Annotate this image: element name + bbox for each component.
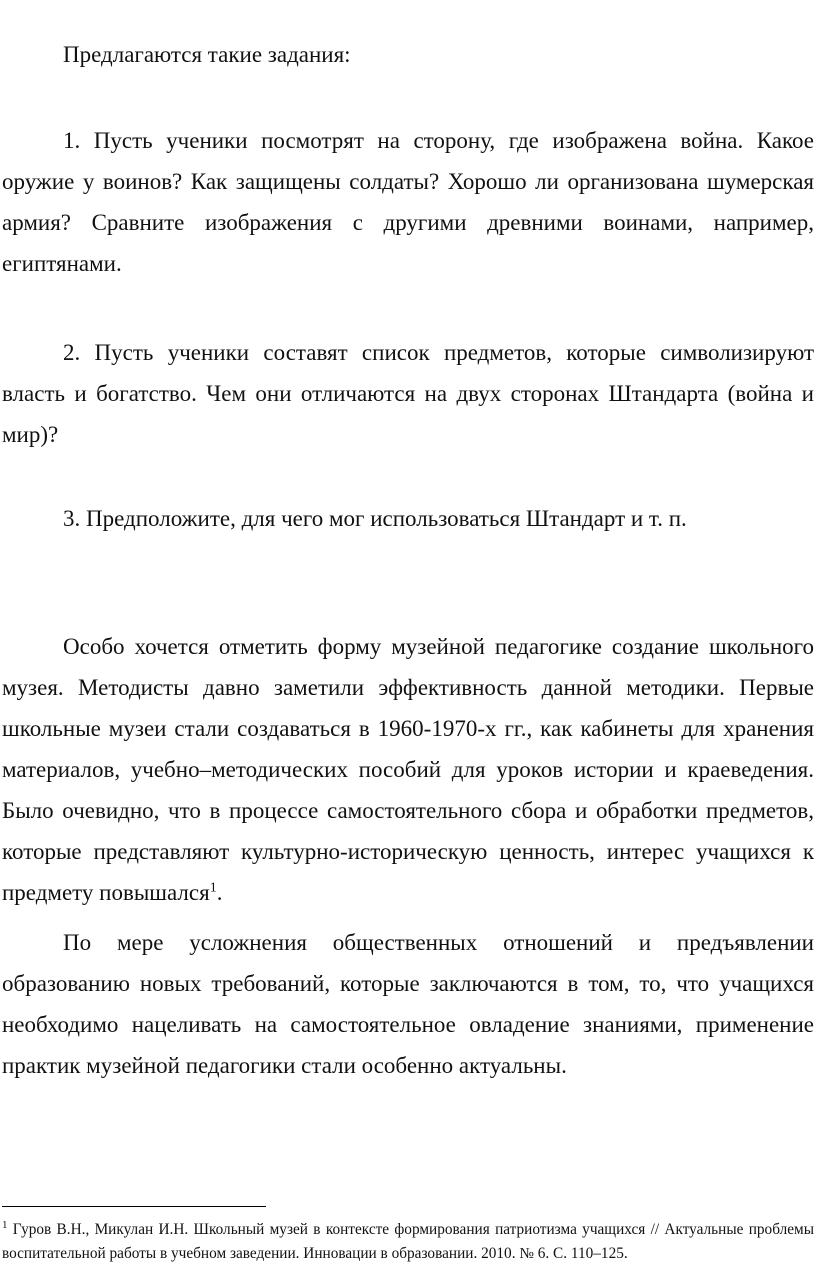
task-3: 3. Предположите, для чего мог использоваться Штандарт и т. п. <box>63 506 687 531</box>
paragraph-school-museum <box>2 626 814 913</box>
intro-line: Предлагаются такие задания: <box>63 42 351 67</box>
paragraph-requirements: По мере усложнения общественных отношений и предъявлении образованию новых требований, которые заключаются в том, то, что учащихся необходимо нацеливать на самостоятельное овладение знаниями, применение практик музейной педагогики стали особенно актуальны. <box>2 930 814 1078</box>
task-2: 2. Пусть ученики составят список предметов, которые символизируют власть и богатство. Чем они отличаются на двух сторонах Штандарта (война и мир)? <box>2 340 814 447</box>
paragraph-school-museum-text: Особо хочется отметить форму музейной педагогике создание школьного музея. Методисты давно заметили эффективность данной методики. Первые школьные музеи стали создаваться в 1960-1970-х гг., как кабинеты для хранения материалов, учебно–методических пособий для уроков истории и краеведения. Было очевидно, что в процессе самостоятельного сбора и обработки предметов, которые представляют культурно-историческую ценность, интерес учащихся к предмету повышался <box>2 634 814 905</box>
task-1: 1. Пусть ученики посмотрят на сторону, где изображена война. Какое оружие у воинов? Как защищены солдаты? Хорошо ли организована шумерская армия? Сравните изображения с другими древними воинами, например, египтянами. <box>2 128 814 276</box>
paragraph-school-museum-end: . <box>216 880 223 905</box>
footnote-text: Гуров В.Н., Микулан И.Н. Школьный музей в контексте формирования патриотизма учащихся // Актуальные проблемы воспитательной работы в учебном заведении. Инновации в образовании. 2010. № 6. С. 110–125. <box>2 1221 814 1262</box>
footnote-reference[interactable]: 1 <box>209 880 217 896</box>
footnote-separator <box>2 1206 266 1207</box>
footnote-marker: 1 <box>2 1218 8 1231</box>
footnote <box>2 1218 814 1266</box>
